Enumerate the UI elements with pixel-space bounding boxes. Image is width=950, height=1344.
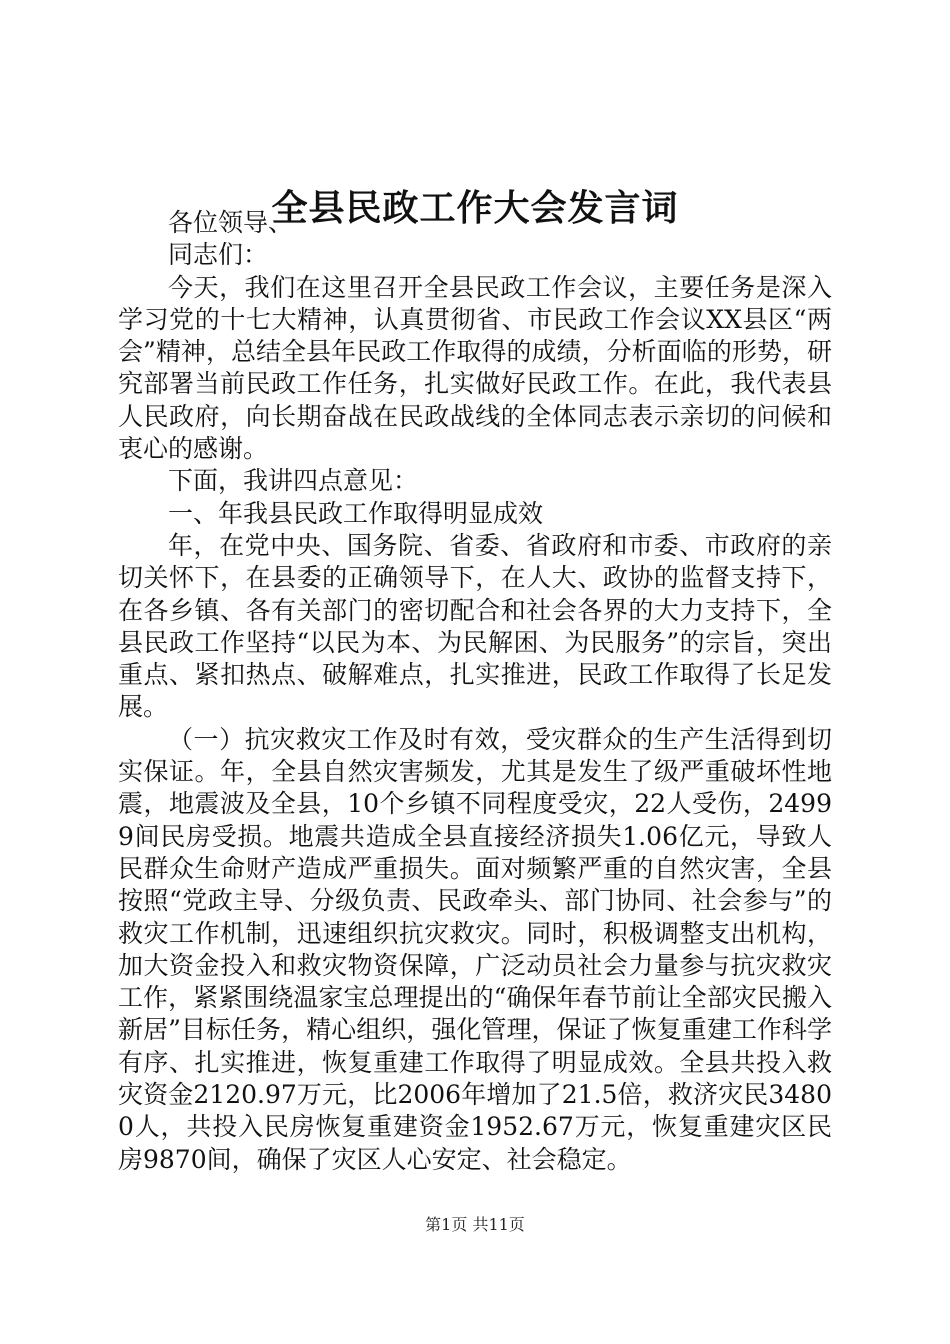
paragraph-achievements: 年，在党中央、国务院、省委、省政府和市委、市政府的亲切关怀下，在县委的正确领导下，在人大、政协的监督支持下，在各乡镇、各有关部门的密切配合和社会各界的大力支持下，全县民政工作坚持“以民为本、为民解困、为民服务”的宗旨，突出重点、紧扣热点、破解难点，扎实推进，民政工作取得了长足发展。 xyxy=(118,530,832,722)
paragraph-disaster-relief: （一）抗灾救灾工作及时有效，受灾群众的生产生活得到切实保证。年，全县自然灾害频发，尤其是发生了级严重破坏性地震，地震波及全县，10个乡镇不同程度受灾，22人受伤，24999间民房受损。地震共造成全县直接经济损失1.06亿元，导致人民群众生命财产造成严重损失。面对频繁严重的自然灾害，全县按照“党政主导、分级负责、民政牵头、部门协同、社会参与”的救灾工作机制，迅速组织抗灾救灾。同时，积极调整支出机构，加大资金投入和救灾物资保障，广泛动员社会力量参与抗灾救灾工作，紧紧围绕温家宝总理提出的“确保年春节前让全部灾民搬入新居”目标任务，精心组织，强化管理，保证了恢复重建工作科学有序、扎实推进，恢复重建工作取得了明显成效。全县共投入救灾资金2120.97万元，比2006年增加了21.5倍，救济灾民34800人，共投入民房恢复重建资金1952.67万元，恢复重建灾区民房9870间，确保了灾区人心安定、社会稳定。 xyxy=(118,724,832,1174)
salutation-comrades: 同志们： xyxy=(168,240,269,270)
salutation-leaders: 各位领导、 xyxy=(168,208,294,237)
paragraph-intro: 今天，我们在这里召开全县民政工作会议，主要任务是深入学习党的十七大精神，认真贯彻省、市民政工作会议XX县区“两会”精神，总结全县年民政工作取得的成绩，分析面临的形势，研究部署当前民政工作任务，扎实做好民政工作。在此，我代表县人民政府，向长期奋战在民政战线的全体同志表示亲切的问候和衷心的感谢。 xyxy=(118,272,832,464)
document-body xyxy=(118,207,832,1176)
paragraph-outline: 下面，我讲四点意见： xyxy=(168,466,419,496)
section-heading-1: 一、年我县民政工作取得明显成效 xyxy=(168,498,544,528)
document-title: 全县民政工作大会发言词 xyxy=(271,187,679,229)
page-number: 第1页 共11页 xyxy=(425,1215,525,1234)
